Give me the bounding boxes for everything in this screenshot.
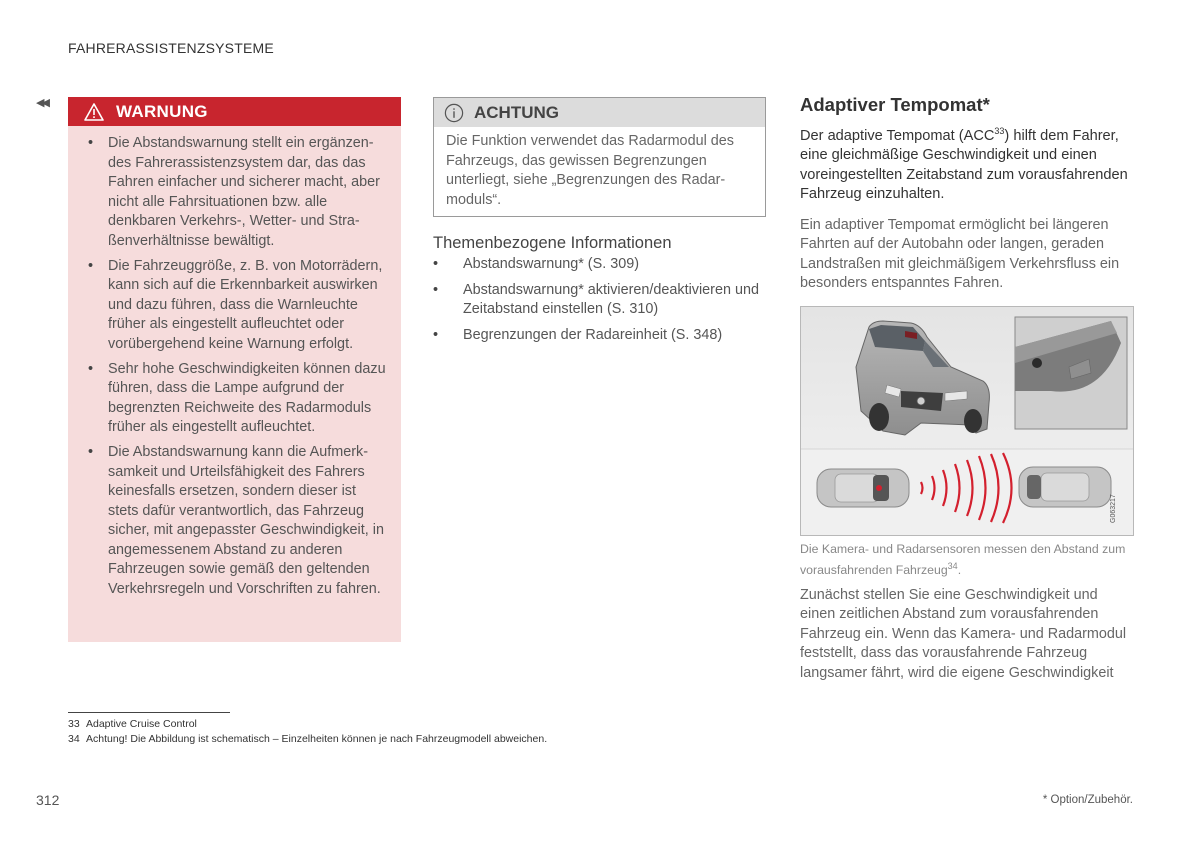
section-title: Adaptiver Tempomat*: [800, 94, 990, 115]
section-paragraph-1: Ein adaptiver Tempomat ermöglicht bei längeren Fahrten auf der Autobahn oder langen, geraden Landstraßen mit gleichmäßigem Verkehrsfluss ein besonders entspanntes Fahren.: [800, 216, 1120, 292]
related-info-list: [433, 255, 766, 351]
caption-text-b: .: [957, 562, 962, 577]
warning-list: [68, 126, 401, 599]
footnote-34: [68, 733, 547, 745]
intro-text-b: ) hilft dem Fahrer, eine gleichmäßige Geschwindigkeit und einen voreingestellten Zeitabstand zum vorausfahrenden Fahrzeug einzuhalten.: [800, 127, 1128, 203]
figure-caption: [800, 541, 1134, 579]
related-info-link[interactable]: • Abstandswarnung* (S. 309): [433, 255, 766, 275]
footnote-number: 34: [68, 733, 80, 745]
related-info-link[interactable]: • Begrenzungen der Radareinheit (S. 348): [433, 326, 766, 346]
illustration-svg: [801, 307, 1134, 536]
footnote-text: Achtung! Die Abbildung ist schematisch – Einzelheiten können je nach Fahrzeugmodell abweichen.: [86, 733, 548, 745]
warning-box: [68, 97, 401, 642]
warning-item: • Die Fahrzeuggröße, z. B. von Motorrädern, kann sich auf die Erkennbarkeit auswirken und dazu führen, dass die Warnleuchte früher als eingestellt aufleuchtet oder vorübergehend keine Warnung erfolgt.: [88, 257, 387, 355]
section-paragraph-2: Zunächst stellen Sie eine Geschwindigkeit und einen zeitlichen Abstand zum vorausfahrenden Fahrzeug ein. Wenn das Kamera- und Radarmodul feststellt, dass das vorausfahrende Fahrzeug langsamer fährt, wird die eigene Geschwindigkeit: [800, 586, 1127, 681]
related-info-link[interactable]: • Abstandswarnung* aktivieren/deaktivieren und Zeitabstand einstellen (S. 310): [433, 281, 766, 320]
footnote-divider: [68, 712, 230, 713]
running-head: FAHRERASSISTENZSYSTEME: [68, 40, 274, 56]
option-accessory-note: * Option/Zubehör.: [1042, 794, 1133, 806]
achtung-title: ACHTUNG: [474, 102, 559, 122]
related-info-title: Themenbezogene Informationen: [433, 234, 672, 252]
own-car-top-view: [817, 469, 909, 507]
previous-page-arrows-icon[interactable]: ◀◀: [36, 97, 47, 109]
warning-item: • Die Abstandswarnung stellt ein ergänzendes Fahrerassistenzsystem dar, das das Fahren einfacher und sicherer macht, aber nicht alle Fahrsituationen bzw. alle denkbaren Verkehrs-, Wetter- und Straßenverhältnisse bewältigt.: [88, 134, 387, 251]
camera-inset: [1015, 317, 1127, 429]
adaptive-cruise-section: [800, 94, 1134, 683]
warning-item: • Sehr hohe Geschwindigkeiten können dazu führen, dass die Lampe aufgrund der begrenzten Reichweite des Radarmoduls früher als eingestellt aufleuchtet.: [88, 360, 387, 438]
section-intro: [800, 122, 1134, 205]
caption-text-a: Die Kamera- und Radarsensoren messen den Abstand zum vorausfahrenden Fahrzeug: [800, 541, 1126, 577]
warning-item: • Die Abstandswarnung kann die Aufmerksamkeit und Urteilsfähigkeit des Fahrers keinesfalls ersetzen, sondern dieser ist stets dafür verantwortlich, das Fahrzeug sicher, mit angepasster Geschwindigkeit, in angemessenem Abstand zu anderen Fahrzeugen sowie gemäß den geltenden Verkehrsregeln und Vorschriften zu fahren.: [88, 443, 387, 599]
warning-title: WARNUNG: [116, 101, 208, 121]
radar-camera-illustration: [800, 306, 1134, 536]
footnote-ref-33[interactable]: 33: [994, 126, 1005, 136]
achtung-header: [434, 98, 765, 127]
warning-triangle-icon: [84, 103, 104, 121]
footnote-ref-34[interactable]: 34: [947, 560, 958, 571]
vehicle-ahead-top-view: [1019, 467, 1111, 507]
footnote-text: Adaptive Cruise Control: [86, 718, 197, 730]
figure-code: G063217: [1110, 494, 1117, 523]
warning-header: [68, 97, 401, 126]
footnote-number: 33: [68, 718, 80, 730]
page-number: 312: [36, 792, 60, 808]
achtung-text: Die Funktion verwendet das Radarmodul des Fahrzeugs, das gewissen Begrenzungen unterliegt, siehe „Begrenzungen des Radarmoduls“.: [446, 133, 734, 208]
intro-text-a: Der adaptive Tempomat (ACC: [800, 127, 995, 144]
footnote-33: [68, 718, 197, 730]
achtung-box: [433, 97, 766, 217]
info-circle-icon: [444, 103, 464, 123]
